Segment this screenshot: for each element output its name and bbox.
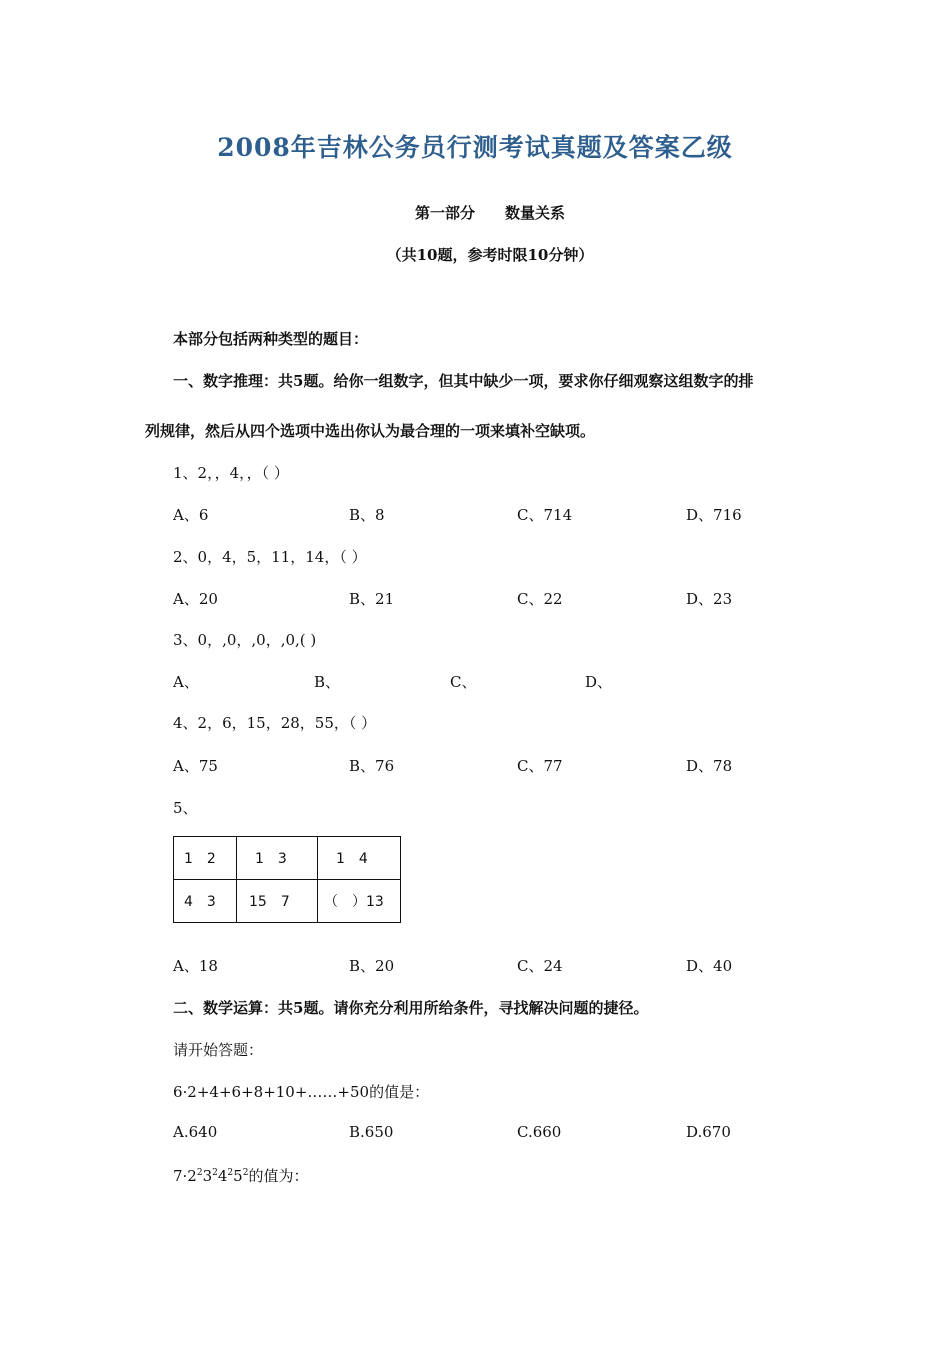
question-1-option-a: A、6 — [173, 506, 209, 524]
question-4-option-a: A、75 — [173, 757, 218, 775]
question-6-option-a: A.640 — [173, 1123, 218, 1141]
question-1-stem: 1、2，，4，，（ ） — [173, 464, 289, 482]
table-cell: 4 3 — [174, 880, 237, 923]
section1-line2: 列规律，然后从四个选项中选出你认为最合理的一项来填补空缺项。 — [145, 422, 596, 440]
question-2-option-d: D、23 — [686, 590, 733, 608]
section2-start: 请开始答题： — [173, 1041, 264, 1059]
base: 4 — [217, 1167, 228, 1185]
question-7-prefix: 7·2 — [173, 1167, 197, 1185]
base: 3 — [202, 1167, 213, 1185]
question-4-option-c: C、77 — [517, 757, 563, 775]
table-cell: （ ）13 — [318, 880, 401, 923]
question-7-suffix: 的值为： — [248, 1167, 309, 1185]
intro-text: 本部分包括两种类型的题目： — [173, 330, 369, 348]
base: 5 — [233, 1167, 243, 1185]
question-3-option-c: C、 — [450, 673, 477, 691]
table-cell: 1 3 — [237, 837, 318, 880]
question-6-option-d: D.670 — [686, 1123, 731, 1141]
part-heading: 第一部分 数量关系 — [414, 204, 565, 222]
exponent: 2 — [242, 1168, 249, 1178]
table-cell: 1 2 — [174, 837, 237, 880]
question-2-option-a: A、20 — [173, 590, 218, 608]
question-7-stem — [173, 1165, 308, 1186]
question-2-option-b: B、21 — [349, 590, 395, 608]
question-3-option-a: A、 — [173, 673, 199, 691]
table-cell: 15 7 — [237, 880, 318, 923]
question-4-option-b: B、76 — [349, 757, 395, 775]
question-6-option-b: B.650 — [349, 1123, 394, 1141]
question-5-option-c: C、24 — [517, 957, 563, 975]
question-4-option-d: D、78 — [686, 757, 733, 775]
question-1-option-c: C、714 — [517, 506, 573, 524]
question-3-stem: 3、0，,0，,0，,0,( ) — [173, 631, 317, 649]
question-4-stem: 4、2，6，15，28，55，（ ） — [173, 714, 377, 732]
question-5-table — [173, 836, 401, 923]
table-row — [174, 880, 401, 923]
question-5-option-a: A、18 — [173, 957, 218, 975]
table-cell: 1 4 — [318, 837, 401, 880]
question-5-option-d: D、40 — [686, 957, 733, 975]
question-6-stem: 6·2+4+6+8+10+……+50的值是： — [173, 1083, 430, 1101]
question-1-option-b: B、8 — [349, 506, 385, 524]
table-row — [174, 837, 401, 880]
question-2-stem: 2、0，4，5，11，14，（ ） — [173, 548, 367, 566]
question-3-option-b: B、 — [314, 673, 341, 691]
document-title: 2008年吉林公务员行测考试真题及答案乙级 — [217, 133, 733, 162]
question-5-stem: 5、 — [173, 799, 198, 817]
section1-line1: 一、数字推理：共5题。给你一组数字，但其中缺少一项，要求你仔细观察这组数字的排 — [173, 372, 754, 390]
exponent: 2 — [196, 1168, 203, 1178]
question-3-option-d: D、 — [585, 673, 613, 691]
exponent: 2 — [227, 1168, 234, 1178]
question-5-option-b: B、20 — [349, 957, 395, 975]
part-subheading: （共10题，参考时限10分钟） — [386, 246, 594, 264]
question-2-option-c: C、22 — [517, 590, 563, 608]
question-1-option-d: D、716 — [686, 506, 742, 524]
exponent: 2 — [212, 1168, 218, 1178]
section2-heading: 二、数学运算：共5题。请你充分利用所给条件，寻找解决问题的捷径。 — [173, 999, 649, 1017]
question-6-option-c: C.660 — [517, 1123, 562, 1141]
